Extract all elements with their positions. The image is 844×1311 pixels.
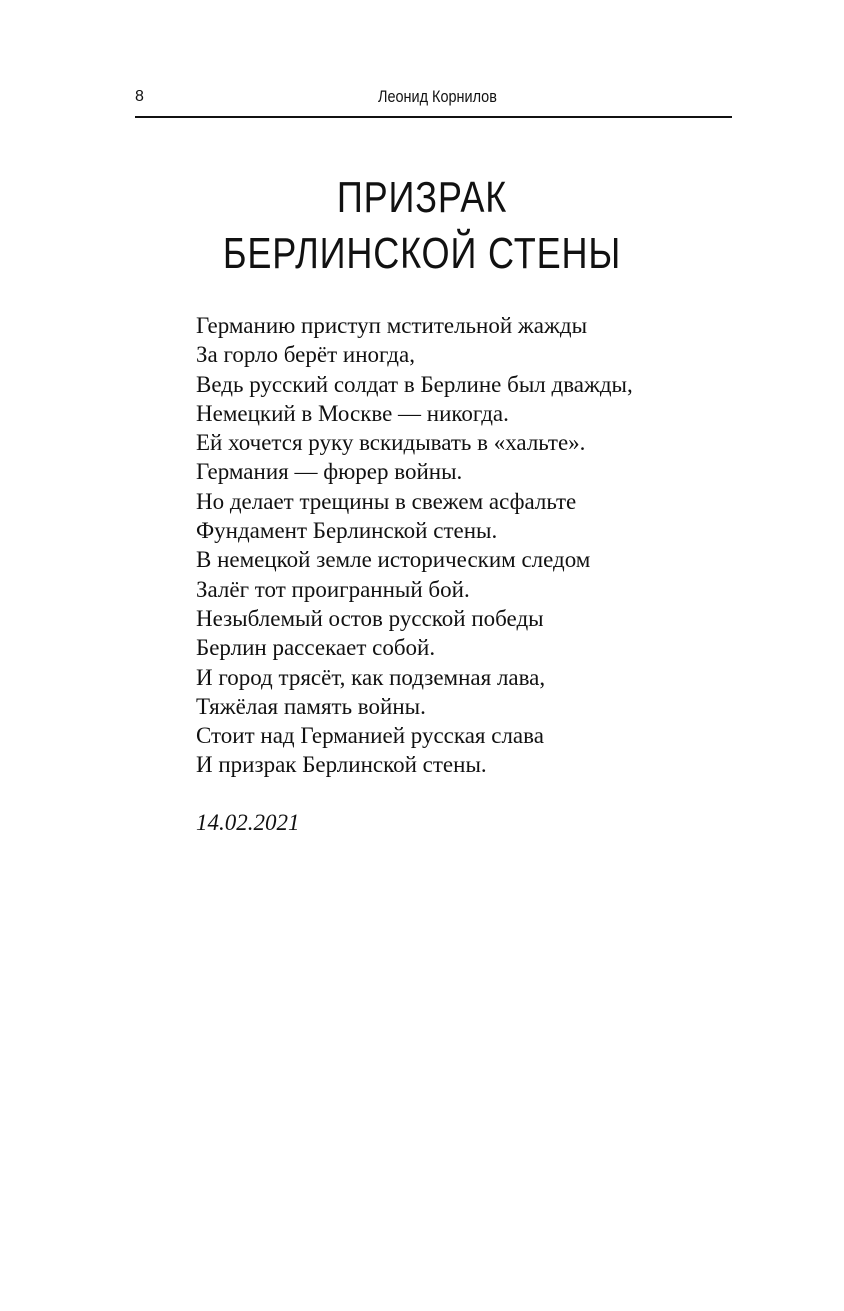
poem-line: И призрак Берлинской стены.	[196, 752, 487, 778]
poem-line: Германию приступ мстительной жажды	[196, 313, 588, 338]
poem-line: Стоит над Германией русская слава	[196, 723, 544, 749]
poem-line: И город трясёт, как подземная лава,	[196, 664, 546, 690]
poem-line: Но делает трещины в свежем асфальте	[196, 488, 577, 514]
poem-line: Германия — фюрер войны.	[196, 459, 463, 485]
poem-title	[0, 170, 844, 282]
poem-line: Незыблемый остов русской победы	[196, 605, 544, 631]
poem-line: Немецкий в Москве — никогда.	[196, 400, 509, 426]
poem-body	[196, 311, 756, 780]
running-header	[135, 86, 732, 118]
poem-line: В немецкой земле историческим следом	[196, 547, 591, 573]
poem-line: Ведь русский солдат в Берлине был дважды,	[196, 371, 633, 397]
poem-date: 14.02.2021	[196, 810, 300, 835]
poem-line: Ей хочется руку вскидывать в «хальте».	[196, 430, 586, 456]
poem-line: Фундамент Берлинской стены.	[196, 518, 498, 544]
poem-line: За горло берёт иногда,	[196, 342, 415, 368]
poem-title-line-2: БЕРЛИНСКОЙ СТЕНЫ	[222, 229, 622, 278]
poem-line: Берлин рассекает собой.	[196, 635, 436, 661]
poem-title-line-1: ПРИЗРАК	[336, 173, 508, 222]
author-name: Леонид Корнилов	[378, 87, 497, 106]
page-number: 8	[135, 88, 144, 105]
poem-line: Залёг тот проигранный бой.	[196, 576, 470, 602]
poem-line: Тяжёлая память войны.	[196, 693, 426, 719]
